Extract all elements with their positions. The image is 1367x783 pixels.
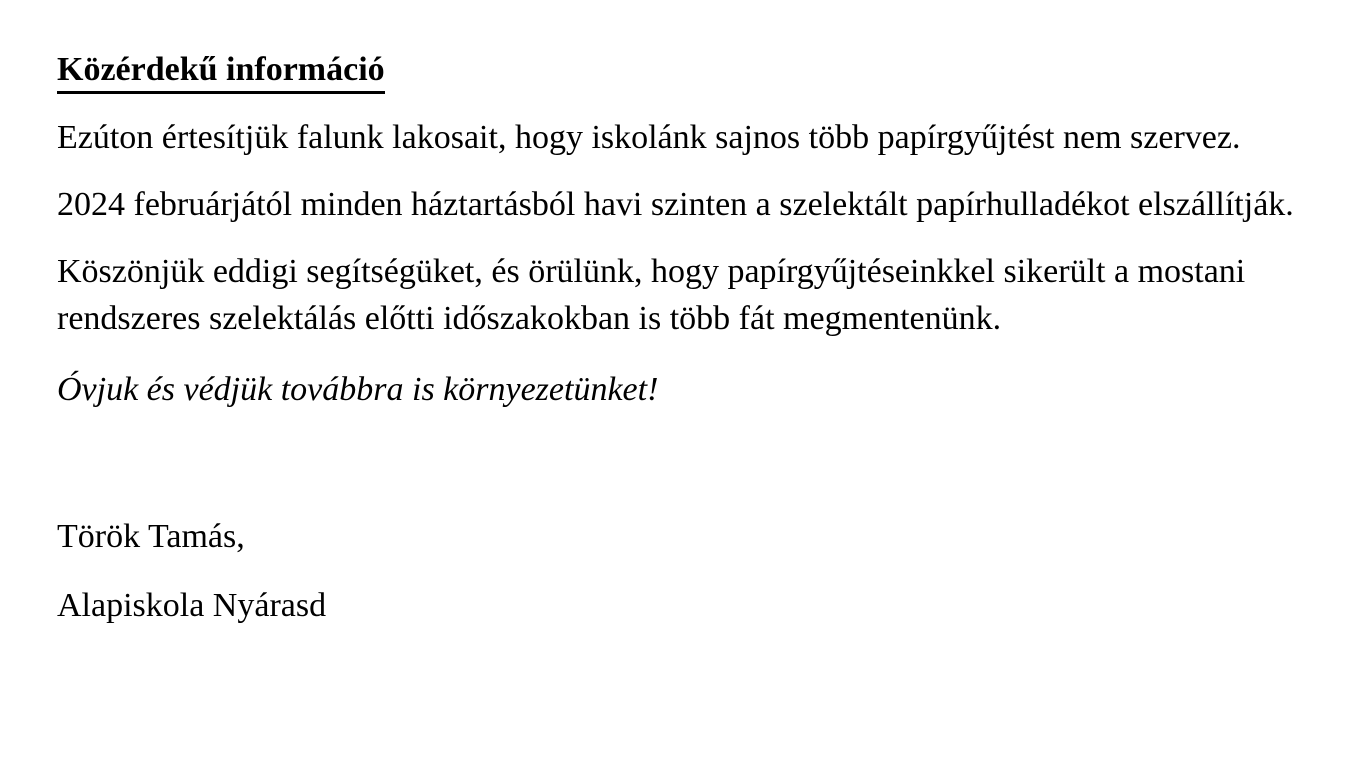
notice-title: Közérdekű információ [57, 46, 385, 94]
document-page [57, 46, 1317, 629]
signer-organization: Alapiskola Nyárasd [57, 587, 327, 624]
closing-line: Óvjuk és védjük továbbra is környezetünket! [57, 371, 659, 408]
paragraph-thanks: Köszönjük eddigi segítségüket, és örülünk, hogy papírgyűjtéseinkkel sikerült a mostani rendszeres szelektálás előtti időszakokban is több fát megmentenünk. [57, 253, 1246, 337]
paragraph-announcement: Ezúton értesítjük falunk lakosait, hogy iskolánk sajnos több papírgyűjtést nem szervez. [57, 119, 1241, 156]
signer-name: Török Tamás, [57, 518, 245, 555]
paragraph-collection-info: 2024 februárjától minden háztartásból havi szinten a szelektált papírhulladékot elszállítják. [57, 186, 1294, 223]
